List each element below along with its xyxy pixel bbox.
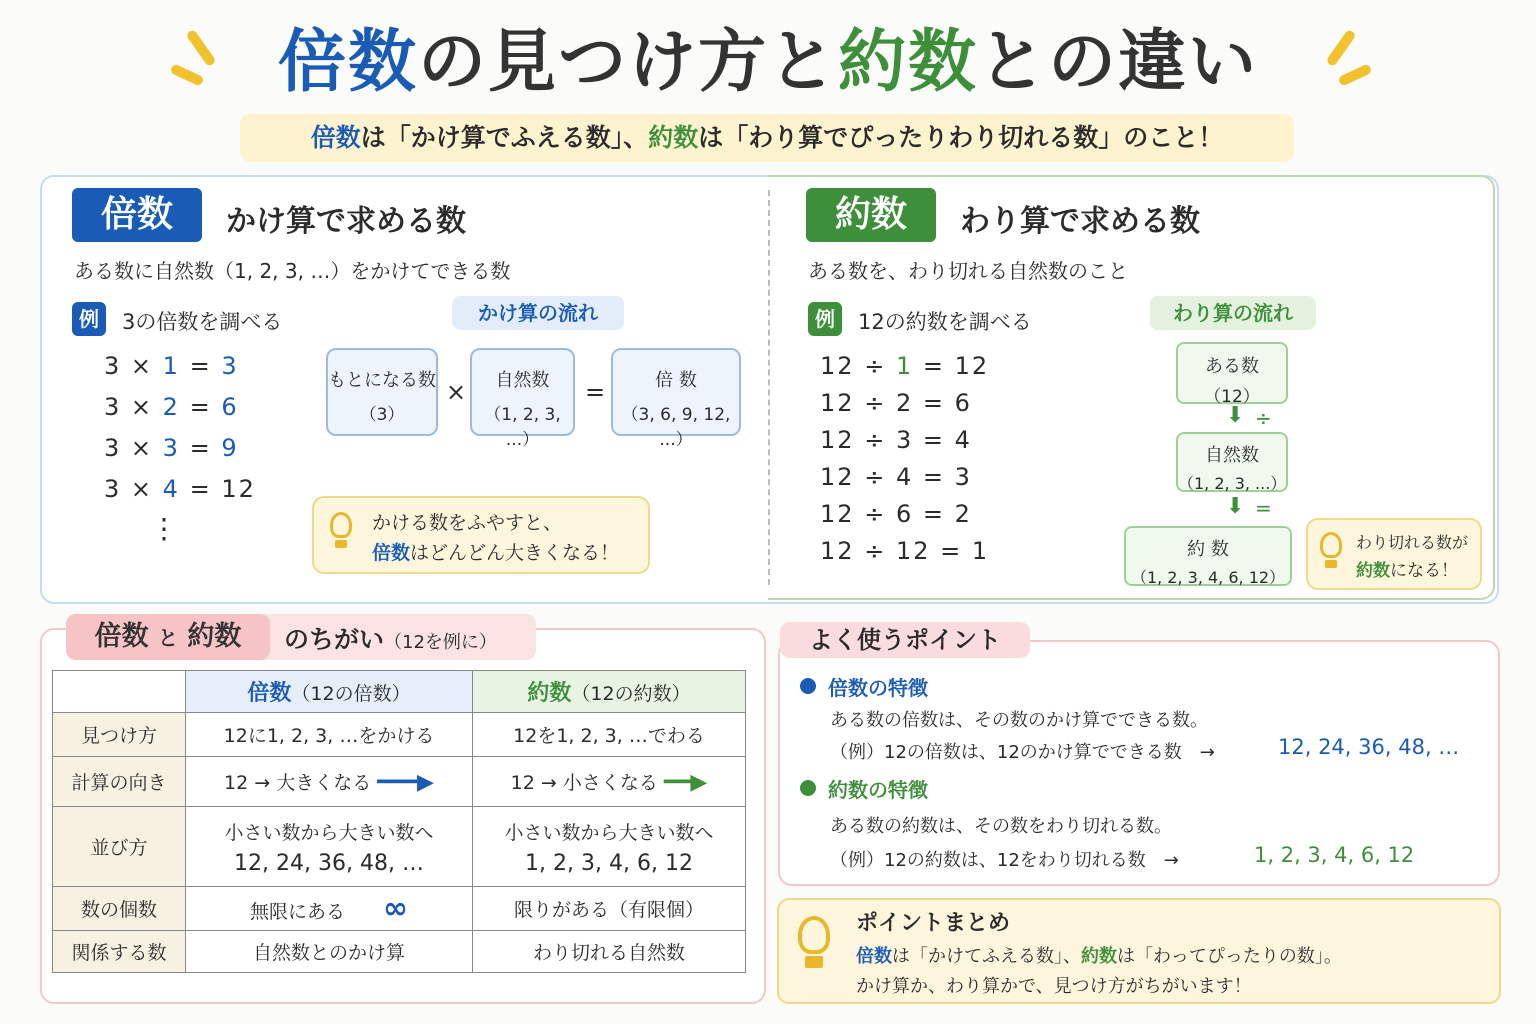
- point-multiple-values: 12, 24, 36, 48, …: [1278, 735, 1460, 759]
- divisor-eq: 12 ÷ 2 = 6: [820, 389, 972, 417]
- lightbulb-icon: [330, 512, 352, 538]
- table-row: [53, 931, 746, 973]
- equals-sign: =: [585, 378, 606, 406]
- lightbulb-base: [335, 540, 347, 548]
- multiple-eq: 3 × 1 = 3: [104, 352, 239, 380]
- row-header: 関係する数: [53, 931, 186, 973]
- table-cell: 無限にある ∞: [186, 887, 473, 931]
- divisor-eq: 12 ÷ 4 = 3: [820, 463, 972, 491]
- points-header: よく使うポイント: [780, 622, 1030, 658]
- point-divisor-values: 1, 2, 3, 4, 6, 12: [1254, 843, 1415, 867]
- subtitle-divisor: 約数: [648, 123, 699, 152]
- point-divisor-example: （例）12の約数は、12をわり切れる数 →: [830, 850, 1179, 871]
- point-multiple-example: （例）12の倍数は、12のかけ算でできる数 →: [830, 742, 1215, 763]
- column-header-divisor: 約数（12の約数）: [473, 671, 746, 713]
- row-header: 計算の向き: [53, 757, 186, 807]
- divisor-eq: 12 ÷ 6 = 2: [820, 500, 972, 528]
- multiple-eq: 3 × 3 = 9: [104, 434, 239, 462]
- lightbulb-base: [1325, 560, 1337, 568]
- column-header-multiple: 倍数（12の倍数）: [186, 671, 473, 713]
- bullet-dot: [800, 678, 816, 694]
- table-cell: 12 → 小さくなる ━━▶: [473, 757, 746, 807]
- point-divisor-text: ある数の約数は、その数をわり切れる数。: [830, 816, 1172, 837]
- title-divisor: 約数: [838, 23, 979, 102]
- divisor-eq: 12 ÷ 12 = 1: [820, 537, 990, 565]
- divisor-eq: 12 ÷ 3 = 4: [820, 426, 972, 454]
- multiple-example-text: 3の倍数を調べる: [122, 310, 283, 334]
- equals-sign-divisor: =: [1255, 496, 1272, 520]
- table-cell: 小さい数から大きい数へ 1, 2, 3, 4, 6, 12: [473, 807, 746, 887]
- lightbulb-base: [805, 956, 823, 968]
- lightbulb-icon: [798, 916, 830, 954]
- multiple-tip-line1: かける数をふやすと、: [372, 512, 563, 534]
- row-header: 並び方: [53, 807, 186, 887]
- divisor-example-text: 12の約数を調べる: [858, 310, 1032, 334]
- point-multiple-text: ある数の倍数は、その数のかけ算でできる数。: [830, 710, 1208, 731]
- subtitle-text-2: は「わり算でぴったりわり切れる数」のこと！: [698, 123, 1224, 152]
- arrow-right-icon: ━━▶: [663, 770, 708, 795]
- summary-title: ポイントまとめ: [856, 911, 1011, 936]
- table-row: [53, 713, 746, 757]
- arrow-down-icon: ⬇: [1226, 494, 1245, 519]
- table-corner: [53, 671, 186, 713]
- summary-line2: かけ算か、わり算かで、見つけ方がちがいます！: [856, 976, 1252, 997]
- table-cell: 小さい数から大きい数へ 12, 24, 36, 48, …: [186, 807, 473, 887]
- table-cell: 限りがある（有限個）: [473, 887, 746, 931]
- subtitle-multiple: 倍数: [310, 123, 361, 152]
- table-cell: 自然数とのかけ算: [186, 931, 473, 973]
- division-sign: ÷: [1255, 406, 1272, 430]
- table-cell: 12に1, 2, 3, …をかける: [186, 713, 473, 757]
- flow-box-divisor: 約 数 （1, 2, 3, 4, 6, 12）: [1124, 526, 1292, 586]
- title-mid: の見つけ方と: [417, 23, 838, 102]
- multiple-eq: 3 × 2 = 6: [104, 393, 239, 421]
- title-multiple: 倍数: [277, 23, 418, 102]
- multiplication-flow-title: かけ算の流れ: [452, 296, 624, 330]
- flow-box-base: もとになる数 （3）: [326, 348, 438, 436]
- divisor-tip-line2: 約数になる！: [1356, 561, 1458, 581]
- lightbulb-icon: [1320, 532, 1342, 558]
- divisor-tip-line1: わり切れる数が: [1356, 533, 1469, 552]
- point-multiple-title: 倍数の特徴: [828, 676, 928, 700]
- row-header: 見つけ方: [53, 713, 186, 757]
- flow-box-natural-divisor: 自然数 （1, 2, 3, ...）: [1176, 432, 1288, 492]
- comparison-table: [52, 670, 746, 973]
- infinity-icon: ∞: [383, 891, 409, 926]
- multiple-heading: かけ算で求める数: [226, 204, 466, 239]
- subtitle: [240, 114, 1294, 162]
- subtitle-text-1: は「かけ算でふえる数」、: [360, 123, 649, 152]
- point-divisor-title: 約数の特徴: [828, 778, 928, 802]
- table-row: [53, 757, 746, 807]
- title-end: との違い: [978, 23, 1259, 102]
- flow-box-natural: 自然数 （1, 2, 3, ...）: [470, 348, 575, 436]
- comparison-header-badge: 倍数 と 約数: [66, 614, 270, 660]
- summary-line1: 倍数は「かけてふえる数」、約数は「わってぴったりの数」。: [856, 946, 1342, 967]
- flow-box-multiple: 倍 数 （3, 6, 9, 12, ...）: [611, 348, 741, 436]
- divisor-heading: わり算で求める数: [960, 204, 1200, 239]
- table-row: [53, 887, 746, 931]
- divisor-eq: 12 ÷ 1 = 12: [820, 352, 990, 380]
- divider: [768, 190, 770, 585]
- multiple-tip-line2: 倍数はどんどん大きくなる！: [372, 542, 620, 564]
- divisor-badge: 約数: [806, 188, 936, 242]
- table-cell: わり切れる自然数: [473, 931, 746, 973]
- multiple-eq: 3 × 4 = 12: [104, 475, 256, 503]
- divisor-desc: ある数を、わり切れる自然数のこと: [808, 259, 1128, 283]
- table-cell: 12を1, 2, 3, …でわる: [473, 713, 746, 757]
- multiple-badge: 倍数: [72, 188, 202, 242]
- arrow-right-icon: ━━━▶: [377, 770, 434, 795]
- multiple-example-badge: 例: [72, 302, 106, 336]
- bullet-dot: [800, 780, 816, 796]
- multiple-desc: ある数に自然数（1, 2, 3, …）をかけてできる数: [74, 259, 511, 283]
- arrow-down-icon: ⬇: [1226, 403, 1245, 428]
- flow-box-number: ある数 （12）: [1176, 342, 1288, 404]
- vertical-ellipsis: ⋮: [150, 512, 180, 545]
- division-flow-title: わり算の流れ: [1150, 296, 1316, 330]
- row-header: 数の個数: [53, 887, 186, 931]
- comparison-header-text: のちがい（12を例に）: [284, 625, 497, 654]
- divisor-example-badge: 例: [808, 302, 842, 336]
- times-sign: ×: [446, 378, 467, 406]
- page-title: [0, 18, 1536, 108]
- table-row: [53, 807, 746, 887]
- table-cell: 12 → 大きくなる ━━━▶: [186, 757, 473, 807]
